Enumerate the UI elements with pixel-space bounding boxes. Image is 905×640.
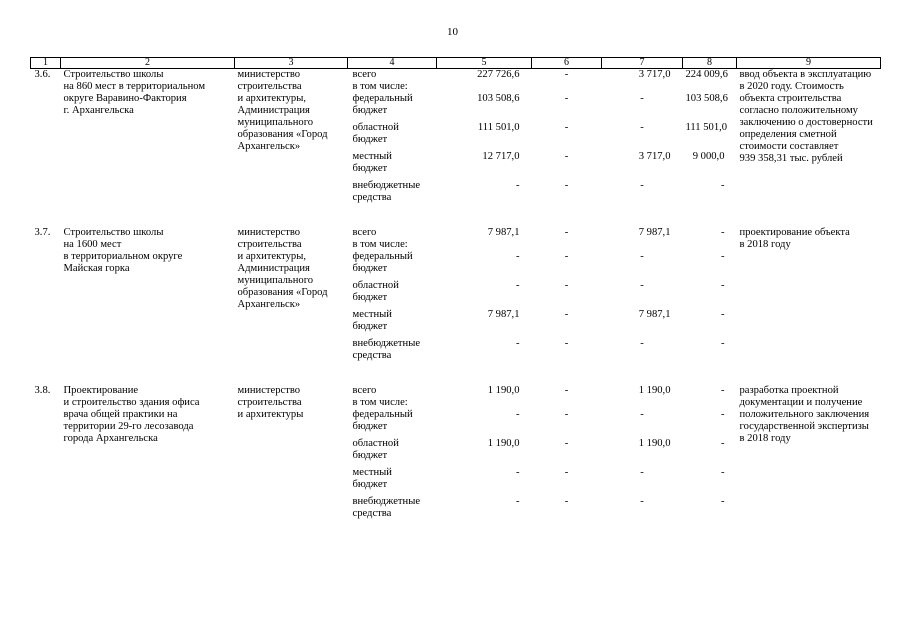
value-cell: 103 508,6 <box>685 93 728 104</box>
header-cell: 2 <box>61 58 235 69</box>
funding-category <box>348 81 437 93</box>
value-cell: - <box>564 227 569 238</box>
funding-category <box>348 397 437 409</box>
text-line: внебюджетные <box>352 338 421 349</box>
text-line: бюджет <box>352 163 388 174</box>
text-line: в территориальном округе <box>63 251 183 262</box>
value-cell: - <box>720 251 725 262</box>
value-cell: 7 987,1 <box>487 227 520 238</box>
text-line: областной <box>352 280 399 291</box>
program-table <box>30 57 881 525</box>
value-cell: - <box>564 151 569 162</box>
text-line: Проектирование <box>63 385 139 396</box>
item-number: 3.8. <box>34 385 51 396</box>
value-cell: - <box>640 180 644 191</box>
value-cell: 7 987,1 <box>638 227 671 238</box>
table-row <box>31 385 881 397</box>
value-cell: - <box>720 180 725 191</box>
value-cell: - <box>564 122 569 133</box>
text-line: местный <box>352 309 392 320</box>
text-line: Строительство школы <box>63 69 164 80</box>
value-cell: - <box>515 338 520 349</box>
text-line: в том числе: <box>352 81 408 92</box>
value-cell <box>437 397 532 409</box>
text-line: в том числе: <box>352 397 408 408</box>
table-body <box>31 69 881 526</box>
value-cell <box>437 239 532 251</box>
header-cell: 8 <box>683 58 737 69</box>
text-line: государственной экспертизы <box>739 421 869 432</box>
text-line: Майская горка <box>63 263 130 274</box>
text-line: местный <box>352 467 392 478</box>
text-line: документации и получение <box>739 397 863 408</box>
value-cell: 12 717,0 <box>482 151 520 162</box>
item-name <box>61 385 235 525</box>
text-line: бюджет <box>352 105 388 116</box>
text-line: средства <box>352 350 392 361</box>
value-cell <box>532 81 602 93</box>
text-line: ввод объекта в эксплуатацию <box>739 69 872 80</box>
value-cell: 7 987,1 <box>638 309 671 320</box>
value-cell: - <box>640 280 644 291</box>
text-line: разработка проектной <box>739 385 839 396</box>
text-line: и архитектуры, <box>237 93 306 104</box>
item-number: 3.6. <box>34 69 51 80</box>
value-cell: - <box>720 338 725 349</box>
text-line: министерство <box>237 69 301 80</box>
value-cell: 111 501,0 <box>477 122 520 133</box>
funding-category <box>348 496 437 525</box>
value-cell: - <box>564 309 569 320</box>
text-line: всего <box>352 385 377 396</box>
value-cell <box>602 81 683 93</box>
value-cell: - <box>720 438 725 449</box>
text-line: федеральный <box>352 251 413 262</box>
text-line: и строительство здания офиса <box>63 397 200 408</box>
header-cell: 4 <box>348 58 437 69</box>
value-cell: - <box>564 280 569 291</box>
value-cell <box>683 239 737 251</box>
text-line: бюджет <box>352 263 388 274</box>
value-cell: 1 190,0 <box>487 385 520 396</box>
value-cell: - <box>720 309 725 320</box>
text-line: и архитектуры <box>237 409 304 420</box>
value-cell: - <box>720 467 725 478</box>
value-cell: - <box>564 496 569 507</box>
value-cell: - <box>720 280 725 291</box>
text-line: Строительство школы <box>63 227 164 238</box>
value-cell: - <box>564 251 569 262</box>
value-cell <box>437 81 532 93</box>
text-line: министерство <box>237 227 301 238</box>
funding-category <box>348 122 437 151</box>
value-cell: - <box>515 496 520 507</box>
funding-category <box>348 93 437 122</box>
text-line: определения сметной <box>739 129 837 140</box>
text-line: заключению о достоверности <box>739 117 873 128</box>
funding-category <box>348 69 437 82</box>
text-line: внебюджетные <box>352 180 421 191</box>
text-line: врача общей практики на <box>63 409 178 420</box>
value-cell: 9 000,0 <box>692 151 725 162</box>
text-line: согласно положительному <box>739 105 858 116</box>
text-line: Администрация <box>237 105 310 116</box>
item-executor <box>235 69 348 210</box>
table-row <box>31 227 881 239</box>
text-line: бюджет <box>352 421 388 432</box>
value-cell: - <box>564 409 569 420</box>
text-line: местный <box>352 151 392 162</box>
item-note <box>737 385 881 525</box>
header-cell: 5 <box>437 58 532 69</box>
value-cell <box>683 81 737 93</box>
funding-category <box>348 251 437 280</box>
value-cell: - <box>515 467 520 478</box>
text-line: строительства <box>237 239 302 250</box>
item-number: 3.7. <box>34 227 51 238</box>
funding-category <box>348 438 437 467</box>
value-cell: - <box>640 93 644 104</box>
text-line: строительства <box>237 397 302 408</box>
item-name <box>61 227 235 367</box>
value-cell: - <box>640 251 644 262</box>
value-cell: 7 987,1 <box>487 309 520 320</box>
text-line: Архангельск» <box>237 299 301 310</box>
text-line: всего <box>352 69 377 80</box>
funding-category <box>348 467 437 496</box>
text-line: бюджет <box>352 479 388 490</box>
value-cell: - <box>515 280 520 291</box>
value-cell: - <box>640 496 644 507</box>
text-line: Архангельск» <box>237 141 301 152</box>
funding-category <box>348 239 437 251</box>
funding-category <box>348 385 437 397</box>
header-cell: 9 <box>737 58 881 69</box>
text-line: бюджет <box>352 134 388 145</box>
value-cell: 103 508,6 <box>477 93 520 104</box>
text-line: министерство <box>237 385 301 396</box>
text-line: в 2018 году <box>739 433 791 444</box>
text-line: Администрация <box>237 263 310 274</box>
text-line: в 2020 году. Стоимость <box>739 81 844 92</box>
text-line: на 1600 мест <box>63 239 122 250</box>
text-line: муниципального <box>237 117 314 128</box>
funding-category <box>348 309 437 338</box>
funding-category <box>348 338 437 367</box>
funding-category <box>348 280 437 309</box>
value-cell: 1 190,0 <box>487 438 520 449</box>
value-cell: 227 726,6 <box>477 69 520 80</box>
item-name <box>61 69 235 210</box>
value-cell: - <box>515 409 520 420</box>
text-line: положительного заключения <box>739 409 870 420</box>
text-line: средства <box>352 508 392 519</box>
value-cell <box>532 239 602 251</box>
value-cell: - <box>515 180 520 191</box>
value-cell: - <box>564 180 569 191</box>
value-cell: - <box>515 251 520 262</box>
text-line: всего <box>352 227 377 238</box>
value-cell <box>683 397 737 409</box>
text-line: строительства <box>237 81 302 92</box>
text-line: федеральный <box>352 93 413 104</box>
text-line: бюджет <box>352 292 388 303</box>
value-cell: - <box>720 385 725 396</box>
value-cell: - <box>640 122 644 133</box>
funding-category <box>348 227 437 239</box>
text-line: областной <box>352 122 399 133</box>
text-line: округе Варавино-Фактория <box>63 93 187 104</box>
item-note <box>737 69 881 210</box>
value-cell <box>602 239 683 251</box>
value-cell: 3 717,0 <box>638 69 671 80</box>
table-row <box>31 69 881 82</box>
text-line: 939 358,31 тыс. рублей <box>739 153 843 164</box>
value-cell: 1 190,0 <box>638 385 671 396</box>
value-cell <box>602 397 683 409</box>
value-cell: - <box>640 409 644 420</box>
header-cell: 6 <box>532 58 602 69</box>
text-line: образования «Город <box>237 129 328 140</box>
value-cell: - <box>564 385 569 396</box>
text-line: образования «Город <box>237 287 328 298</box>
text-line: г. Архангельска <box>63 105 134 116</box>
table-header <box>31 58 881 69</box>
text-line: проектирование объекта <box>739 227 850 238</box>
header-cell: 3 <box>235 58 348 69</box>
funding-category <box>348 151 437 180</box>
text-line: внебюджетные <box>352 496 421 507</box>
value-cell: - <box>564 438 569 449</box>
text-line: города Архангельска <box>63 433 158 444</box>
value-cell: - <box>564 93 569 104</box>
text-line: в том числе: <box>352 239 408 250</box>
value-cell: - <box>564 69 569 80</box>
text-line: средства <box>352 192 392 203</box>
text-line: федеральный <box>352 409 413 420</box>
page-number: 10 <box>447 26 458 38</box>
funding-category <box>348 180 437 209</box>
text-line: территории 29-го лесозавода <box>63 421 194 432</box>
value-cell: - <box>720 227 725 238</box>
text-line: на 860 мест в территориальном <box>63 81 206 92</box>
value-cell: - <box>640 338 644 349</box>
text-line: в 2018 году <box>739 239 791 250</box>
funding-category <box>348 409 437 438</box>
text-line: и архитектуры, <box>237 251 306 262</box>
text-line: бюджет <box>352 450 388 461</box>
item-executor <box>235 385 348 525</box>
value-cell: - <box>720 496 725 507</box>
text-line: стоимости составляет <box>739 141 839 152</box>
value-cell <box>532 397 602 409</box>
value-cell: - <box>640 467 644 478</box>
value-cell: - <box>720 409 725 420</box>
text-line: бюджет <box>352 321 388 332</box>
header-cell: 1 <box>31 58 61 69</box>
item-executor <box>235 227 348 367</box>
value-cell: 1 190,0 <box>638 438 671 449</box>
text-line: муниципального <box>237 275 314 286</box>
text-line: объекта строительства <box>739 93 842 104</box>
value-cell: 224 009,6 <box>685 69 728 80</box>
value-cell: 111 501,0 <box>685 122 728 133</box>
section-spacer <box>31 209 881 227</box>
section-spacer <box>31 367 881 385</box>
value-cell: 3 717,0 <box>638 151 671 162</box>
text-line: областной <box>352 438 399 449</box>
header-cell: 7 <box>602 58 683 69</box>
value-cell: - <box>564 338 569 349</box>
value-cell: - <box>564 467 569 478</box>
item-note <box>737 227 881 367</box>
